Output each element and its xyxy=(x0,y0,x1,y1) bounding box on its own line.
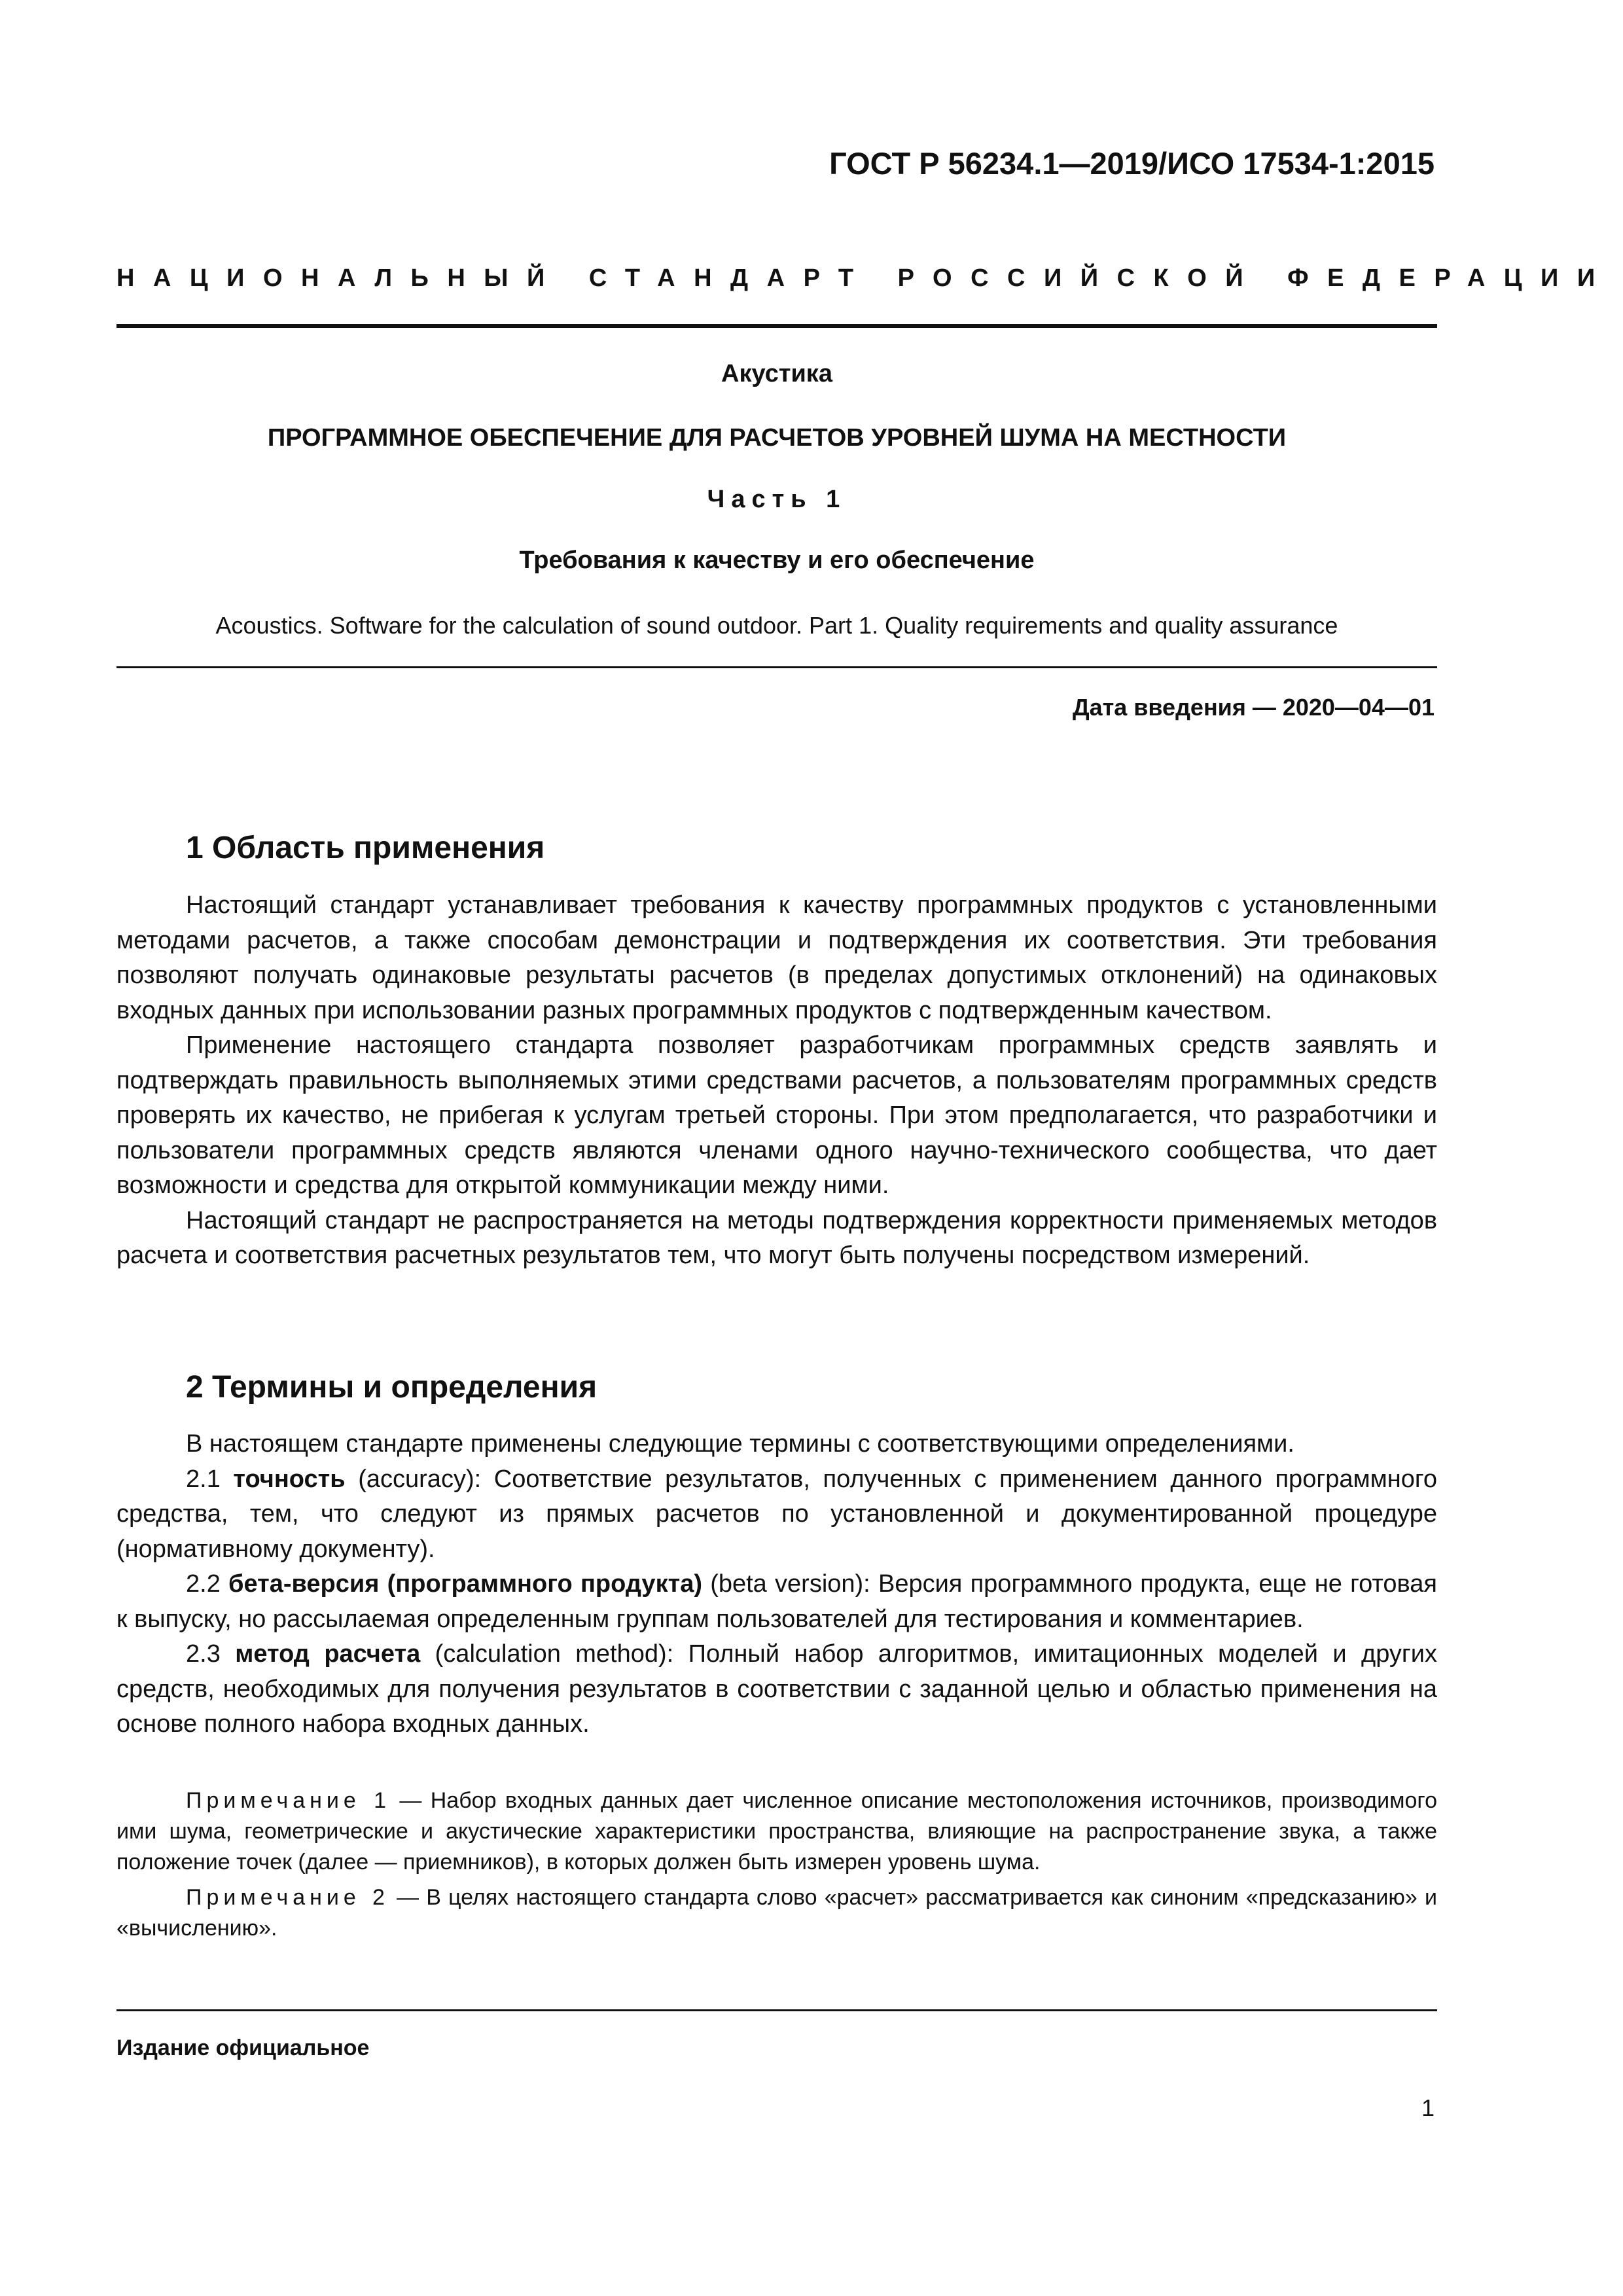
header-rule xyxy=(116,324,1437,328)
note-text: — Набор входных данных дает численное описание местоположения источников, производимого ими шума, геометрические и акустические характеристики пространства, влияющие на распространение звука, а также положение точек (далее — приемников), в которых должен быть измерен уровень шума. xyxy=(116,1788,1437,1874)
title-rule xyxy=(116,666,1437,668)
term-number: 2.1 xyxy=(186,1465,221,1493)
english-title: Acoustics. Software for the calculation of sound outdoor. Part 1. Quality requirements and quality assurance xyxy=(215,612,1338,639)
term-english: (calculation method): xyxy=(435,1640,674,1668)
term-name: метод расчета xyxy=(235,1640,421,1668)
part-title: Часть 1 xyxy=(707,486,847,513)
part-subtitle: Требования к качеству и его обеспечение xyxy=(519,547,1035,574)
term-text: Соответствие результатов, полученных с применением данного программного средства, тем, что следуют из прямых расчетов по установленной и документированной процедуре (нормативному документу). xyxy=(116,1465,1437,1563)
term-name: бета-версия (программного продукта) xyxy=(228,1570,702,1598)
term-definition xyxy=(116,1462,1437,1568)
term-english: (accuracy): xyxy=(358,1465,482,1493)
term-text: Полный набор алгоритмов, имитационных моделей и других средств, необходимых для получения результатов в соответствии с заданной целью и областью применения на основе полного набора входных данных. xyxy=(116,1640,1438,1738)
paragraph: Настоящий стандарт устанавливает требования к качеству программных продуктов с установленными методами расчетов, а также способам демонстрации и подтверждения их соответствия. Эти требования позволяют получать одинаковые результаты расчетов (в пределах допустимых отклонений) на одинаковых входных данных при использовании разных программных продуктов с подтвержденным качеством. xyxy=(116,891,1437,1024)
paragraph: Настоящий стандарт не распространяется на методы подтверждения корректности применяемых методов расчета и соответствия расчетных результатов тем, что могут быть получены посредством измерений. xyxy=(116,1206,1437,1269)
standard-title: ПРОГРАММНОЕ ОБЕСПЕЧЕНИЕ ДЛЯ РАСЧЕТОВ УРОВНЕЙ ШУМА НА МЕСТНОСТИ xyxy=(267,424,1287,452)
footer-rule xyxy=(116,2009,1437,2011)
term-text: Версия программного продукта, еще не готовая к выпуску, но рассылаемая определенным группам пользователей для тестирования и комментариев. xyxy=(116,1570,1437,1633)
document-code: ГОСТ Р 56234.1—2019/ИСО 17534-1:2015 xyxy=(829,146,1435,181)
paragraph: Применение настоящего стандарта позволяет разработчикам программных средств заявлять и подтверждать правильность выполняемых этими средствами расчетов, а пользователям программных средств проверять их качество, не прибегая к услугам третьей стороны. При этом предполагается, что разработчики и пользователи программных средств являются членами одного научно-технического сообщества, что дает возможности и средства для открытой коммуникации между ними. xyxy=(116,1031,1437,1199)
national-standard-heading: НАЦИОНАЛЬНЫЙ СТАНДАРТ РОССИЙСКОЙ ФЕДЕРАЦИИ xyxy=(116,264,1614,292)
term-number: 2.2 xyxy=(186,1570,221,1598)
official-edition-label: Издание официальное xyxy=(116,2036,370,2060)
note-text: — В целях настоящего стандарта слово «расчет» рассматривается как синоним «предсказанию» и «вычислению». xyxy=(116,1885,1437,1941)
note-paragraph xyxy=(116,1882,1437,1944)
section-heading-terms: 2 Термины и определения xyxy=(186,1370,597,1405)
term-definition xyxy=(116,1567,1437,1637)
note-label: Примечание 2 xyxy=(186,1885,389,1910)
note-label: Примечание 1 xyxy=(186,1788,391,1813)
term-english: (beta version): xyxy=(710,1570,870,1598)
term-number: 2.3 xyxy=(186,1640,221,1668)
note-paragraph xyxy=(116,1785,1437,1878)
section-terms-body xyxy=(116,1427,1437,1742)
page-number: 1 xyxy=(1421,2094,1435,2121)
note-1 xyxy=(116,1785,1437,1878)
paragraph: В настоящем стандарте применены следующие термины с соответствующими определениями. xyxy=(186,1430,1294,1458)
note-2 xyxy=(116,1882,1437,1944)
term-definition xyxy=(116,1637,1437,1742)
discipline-title: Акустика xyxy=(721,360,832,387)
term-name: точность xyxy=(233,1465,346,1493)
section-scope-body xyxy=(116,888,1437,1274)
introduction-date: Дата введения — 2020—04—01 xyxy=(1072,694,1435,721)
section-heading-scope: 1 Область применения xyxy=(186,831,545,865)
